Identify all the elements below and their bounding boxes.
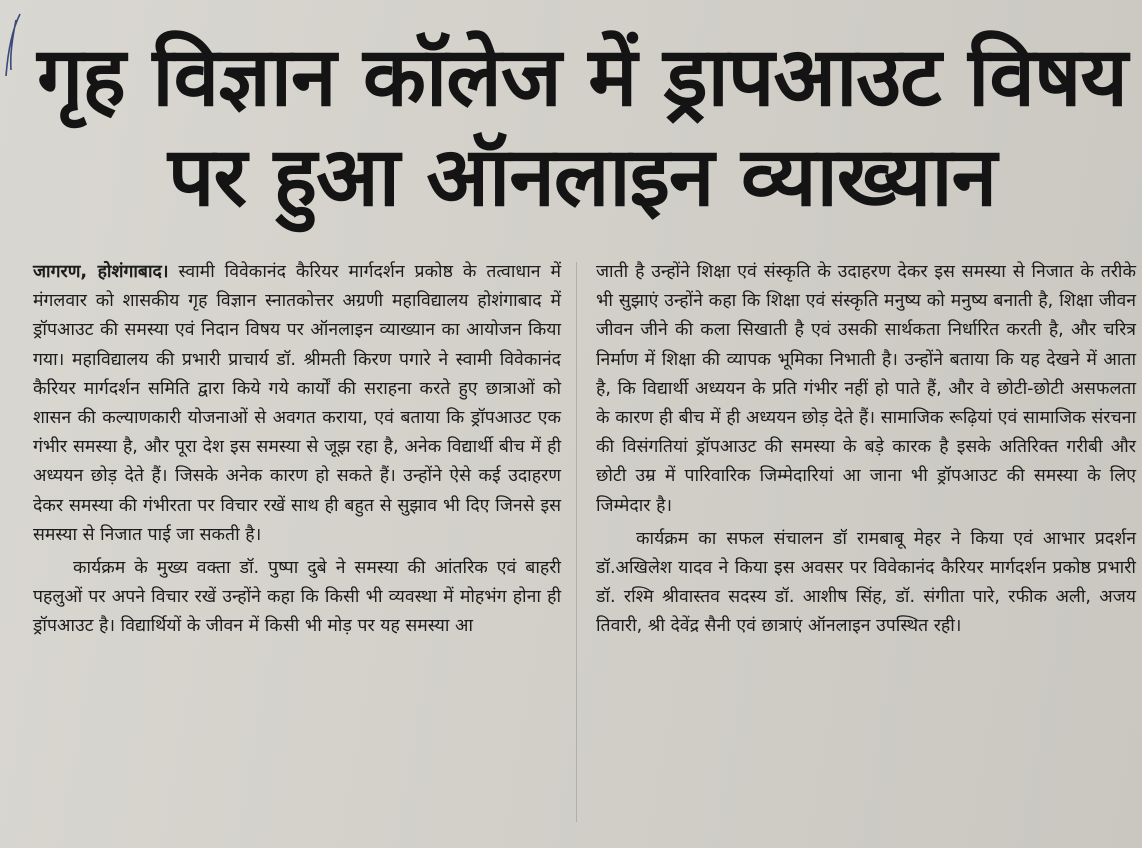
article-paragraph: जाती है उन्होंने शिक्षा एवं संस्कृति के उदाहरण देकर इस समस्या से निजात के तरीके भी सुझाएं उन्होंने कहा कि शिक्षा एवं संस्कृति मनुष्य को मनुष्य बनाती है, शिक्षा जीवन जीवन जीने की कला सिखाती है एवं उसकी सार्थकता निर्धारित करती है, और चरित्र निर्माण में शिक्षा की व्यापक भूमिका निभाती है। उन्होंने बताया कि यह देखने में आता है, कि विद्यार्थी अध्ययन के प्रति गंभीर नहीं हो पाते हैं, और वे छोटी-छोटी असफलता के कारण ही बीच में ही अध्ययन छोड़ देते हैं। सामाजिक रूढ़ियां एवं सामाजिक संरचना की विसंगतियां ड्रॉपआउट की समस्या के बड़े कारक है इसके अतिरिक्त गरीबी और छोटी उम्र में पारिवारिक जिम्मेदारियां आ जाना भी ड्रॉपआउट की समस्या के लिए जिम्मेदार है।	[596, 262, 1136, 516]
article-column-left	[33, 258, 561, 642]
headline-line-1: गृह विज्ञान कॉलेज में ड्रापआउट विषय	[37, 30, 1127, 125]
article-paragraph: कार्यक्रम का सफल संचालन डॉ रामबाबू मेहर ने किया एवं आभार प्रदर्शन डॉ.अखिलेश यादव ने किया इस अवसर पर विवेकानंद कैरियर मार्गदर्शन प्रकोष्ठ प्रभारी डॉ. रश्मि श्रीवास्तव सदस्य डॉ. आशीष सिंह, डॉ. संगीता पारे, रफीक अली, अजय तिवारी, श्री देवेंद्र सैनी एवं छात्राएं ऑनलाइन उपस्थित रही।	[596, 528, 1136, 637]
article-column-right	[596, 258, 1136, 642]
paragraph-text: स्वामी विवेकानंद कैरियर मार्गदर्शन प्रकोष्ठ के तत्वाधान में मंगलवार को शासकीय गृह विज्ञान स्नातकोत्तर अग्रणी महाविद्यालय होशंगाबाद में ड्रॉपआउट की समस्या एवं निदान विषय पर ऑनलाइन व्याख्यान का आयोजन किया गया। महाविद्यालय की प्रभारी प्राचार्य डॉ. श्रीमती किरण पगारे ने स्वामी विवेकानंद कैरियर मार्गदर्शन समिति द्वारा किये गये कार्यों की सराहना करते हुए छात्राओं को शासन की कल्याणकारी योजनाओं से अवगत कराया, एवं बताया कि ड्रॉपआउट एक गंभीर समस्या है, और पूरा देश इस समस्या से जूझ रहा है, अनेक विद्यार्थी बीच में ही अध्ययन छोड़ देते हैं। जिसके अनेक कारण हो सकते हैं। उन्होंने ऐसे कई उदाहरण देकर समस्या की गंभीरता पर विचार रखें साथ ही बहुत से सुझाव भी दिए जिनसे इस समस्या से निजात पाई जा सकती है।	[33, 262, 561, 545]
column-divider	[576, 262, 577, 822]
article-paragraph	[33, 258, 561, 550]
headline-line-2: पर हुआ ऑनलाइन व्याख्यान	[167, 130, 997, 225]
pen-scribble-mark	[2, 10, 26, 80]
article-paragraph: कार्यक्रम के मुख्य वक्ता डॉ. पुष्पा दुबे ने समस्या की आंतरिक एवं बाहरी पहलुओं पर अपने विचार रखें उन्होंने कहा कि किसी भी व्यवस्था में मोहभंग होना ही ड्रॉपआउट है। विद्यार्थियों के जीवन में किसी भी मोड़ पर यह समस्या आ	[33, 558, 561, 637]
dateline: जागरण, होशंगाबाद।	[33, 262, 169, 282]
